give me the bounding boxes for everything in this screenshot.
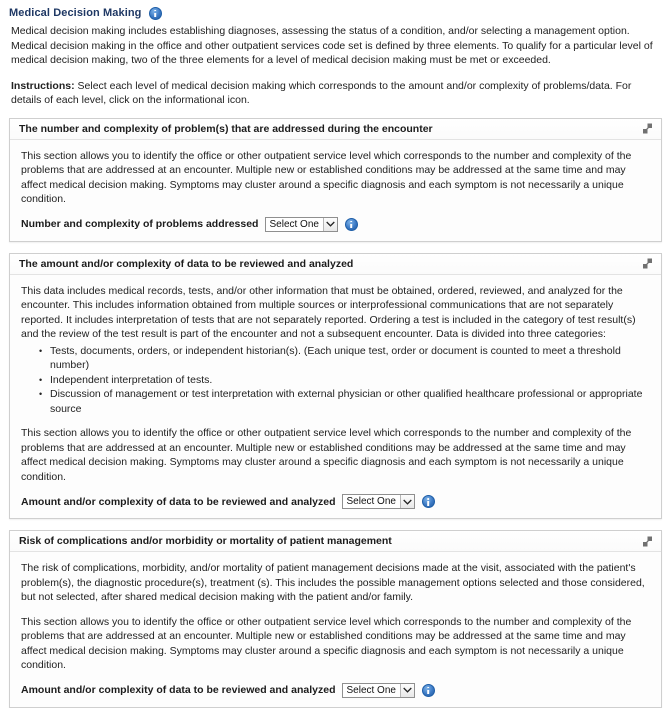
- expand-diagonal-icon[interactable]: [642, 536, 653, 547]
- info-icon[interactable]: [422, 684, 435, 697]
- panel-data: [9, 253, 662, 520]
- select-value: Select One: [346, 496, 396, 507]
- intro-section: [0, 20, 671, 108]
- risk-select[interactable]: [342, 683, 414, 698]
- field-label: Amount and/or complexity of data to be reviewed and analyzed: [21, 495, 336, 508]
- expand-diagonal-icon[interactable]: [642, 258, 653, 269]
- panel-paragraph: The risk of complications, morbidity, and/or mortality of patient management decisions made at the visit, associated with the patient's problem(s), the diagnostic procedure(s), treatment (s). This includes the possible management options selected and those considered, but not selected, after shared medical decision making with the patient and/or family.: [21, 562, 645, 603]
- instructions-text: Select each level of medical decision making which corresponds to the amount and/or complexity of problems/data. For details of each level, click on the informational icon.: [11, 79, 632, 106]
- chevron-down-icon: [400, 684, 414, 697]
- panels-container: [0, 108, 671, 708]
- panel-body: [10, 552, 661, 707]
- intro-paragraph: Medical decision making includes establishing diagnoses, assessing the status of a condition, and/or selecting a management option. Medical decision making in the office and other outpatient services code set is defined by three elements. To qualify for a particular level of medical decision making, two of the three elements for a level of medical decision making must be met or exceeded.: [11, 25, 653, 66]
- field-row: [21, 683, 650, 698]
- panel-title: Risk of complications and/or morbidity or mortality of patient management: [19, 535, 392, 547]
- panel-header: [10, 531, 661, 552]
- list-item: • Tests, documents, orders, or independent historian(s). (Each unique test, order or document is counted to meet a threshold number): [50, 344, 650, 373]
- field-label: Amount and/or complexity of data to be reviewed and analyzed: [21, 684, 336, 696]
- panel-header: [10, 254, 661, 275]
- panel-paragraph: This section allows you to identify the office or other outpatient service level which corresponds to the number and complexity of the problems that are addressed at an encounter. Multiple new or established conditions may be addressed at the same time and may affect medical decision making. Symptoms may cluster around a specific diagnosis and each symptom is not necessarily a unique condition.: [21, 149, 632, 205]
- panel-paragraph: This data includes medical records, tests, and/or other information that must be obtained, ordered, reviewed, and analyzed for the encounter. This includes information obtained from multiple sources or interprofessional communications that are not separately reported. It includes interpretation of tests that are not separately reported. Ordering a test is included in the category of test result(s) and the review of the test result is part of the encounter and not a subsequent encounter. Data is divided into three categories:: [21, 284, 636, 340]
- instructions-paragraph: [11, 79, 660, 108]
- info-icon[interactable]: [149, 7, 162, 20]
- data-categories-list: [21, 344, 650, 417]
- field-label: Number and complexity of problems addressed: [21, 218, 259, 230]
- instructions-label: Instructions:: [11, 79, 75, 92]
- chevron-down-icon: [400, 495, 414, 508]
- panel-header: [10, 119, 661, 140]
- list-item: • Independent interpretation of tests.: [50, 373, 650, 388]
- field-row: [21, 217, 650, 232]
- panel-problems: [9, 118, 662, 242]
- list-item: • Discussion of management or test interpretation with external physician or other qualified healthcare professional or appropriate source: [50, 387, 650, 416]
- page-header: [0, 0, 671, 20]
- info-icon[interactable]: [345, 218, 358, 231]
- data-complexity-select[interactable]: [342, 494, 414, 509]
- panel-body: [10, 275, 661, 519]
- chevron-down-icon: [323, 218, 337, 231]
- select-value: Select One: [346, 684, 396, 696]
- problems-select[interactable]: [265, 217, 337, 232]
- page-title: Medical Decision Making: [9, 7, 142, 19]
- field-row: [21, 494, 650, 509]
- panel-title: The number and complexity of problem(s) that are addressed during the encounter: [19, 122, 433, 135]
- panel-paragraph: This section allows you to identify the office or other outpatient service level which corresponds to the number and complexity of the problems that are addressed at an encounter. Multiple new or established conditions may be addressed at the same time and may affect medical decision making. Symptoms may cluster around a specific diagnosis and each symptom is not necessarily a unique condition.: [21, 615, 632, 671]
- expand-diagonal-icon[interactable]: [642, 123, 653, 134]
- select-value: Select One: [269, 218, 319, 230]
- panel-paragraph: This section allows you to identify the office or other outpatient service level which corresponds to the number and complexity of the problems that are addressed at an encounter. Multiple new or established conditions may be addressed at the same time and may affect medical decision making. Symptoms may cluster around a specific diagnosis and each symptom is not necessarily a unique condition.: [21, 427, 632, 483]
- panel-title: The amount and/or complexity of data to be reviewed and analyzed: [19, 257, 354, 270]
- info-icon[interactable]: [422, 495, 435, 508]
- panel-body: [10, 140, 661, 241]
- panel-risk: [9, 530, 662, 708]
